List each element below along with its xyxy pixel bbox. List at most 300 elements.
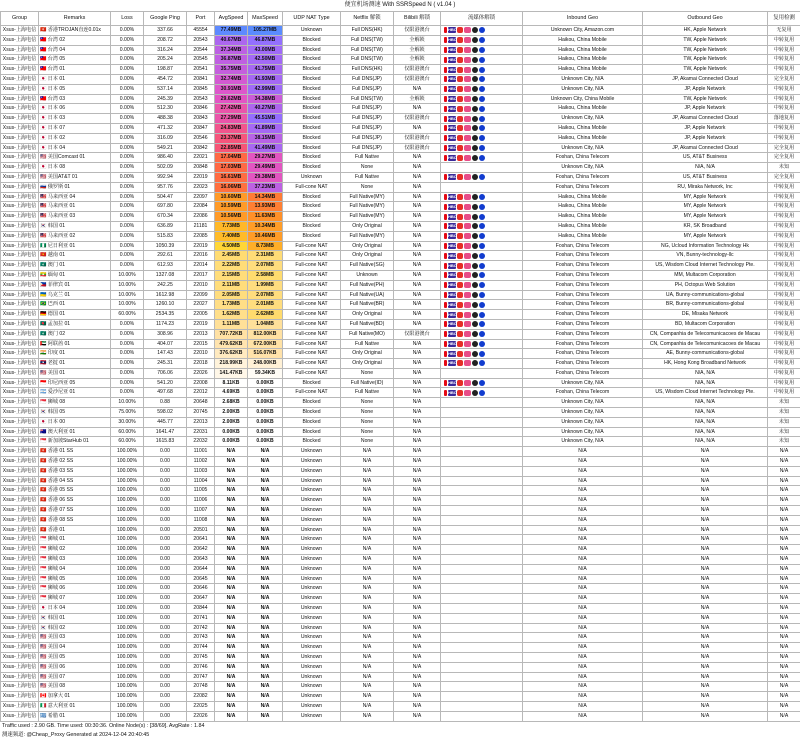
avgspeed-cell: 37.34MB (215, 45, 248, 55)
outbound-geo-cell: TW, Apple Network (643, 35, 768, 45)
ping-cell: 0.00 (144, 604, 187, 614)
remarks-cell: 🇭🇰 香港 02 SS (39, 457, 111, 467)
table-row (1, 349, 800, 359)
avgspeed-cell: N/A (215, 672, 248, 682)
reuse-cell: 中转复用 (768, 300, 800, 310)
disney-icon (479, 47, 485, 53)
inbound-geo-cell: Haikou, China Mobile (523, 55, 643, 65)
reuse-cell: N/A (768, 525, 800, 535)
port-cell: 45554 (187, 26, 215, 36)
outbound-geo-cell: N/A (643, 466, 768, 476)
maxspeed-cell: N/A (248, 574, 283, 584)
table-row (1, 662, 800, 672)
column-header: Bilibili 解锁 (394, 12, 441, 26)
ping-cell: 0.00 (144, 545, 187, 555)
nat-cell: Blocked (283, 221, 341, 231)
netflix-icon (444, 341, 447, 347)
table-row (1, 55, 800, 65)
outbound-geo-cell: N/A (643, 506, 768, 516)
remarks-cell: 🇩🇪 德国 01 (39, 310, 111, 320)
bahamut-icon (472, 125, 478, 131)
streaming-cell (441, 633, 523, 643)
reuse-cell: 未知 (768, 427, 800, 437)
netflix-cell: Full DNS(TW) (341, 94, 394, 104)
bilibili-cell: N/A (394, 682, 441, 692)
group-cell: Xsus-上海电信 (1, 711, 39, 721)
youtube-icon (457, 243, 463, 249)
streaming-cell (441, 359, 523, 369)
group-cell: Xsus-上海电信 (1, 515, 39, 525)
maxspeed-cell: N/A (248, 711, 283, 721)
ping-cell: 0.00 (144, 476, 187, 486)
reuse-cell: N/A (768, 711, 800, 721)
inbound-geo-cell: N/A (523, 574, 643, 584)
maxspeed-cell: 0.00KB (248, 378, 283, 388)
port-cell: 21181 (187, 221, 215, 231)
table-row (1, 623, 800, 633)
port-cell: 20841 (187, 74, 215, 84)
bilibili-cell: N/A (394, 457, 441, 467)
avgspeed-cell: 27.42MB (215, 104, 248, 114)
group-cell: Xsus-上海电信 (1, 682, 39, 692)
table-row (1, 525, 800, 535)
remarks-cell: 🇯🇵 日本 05 (39, 84, 111, 94)
bahamut-icon (472, 360, 478, 366)
hbo-icon: HBO (448, 321, 456, 327)
outbound-geo-cell: N/A, N/A (643, 427, 768, 437)
remarks-cell: 🇯🇵 日本 08 (39, 163, 111, 173)
loss-cell: 0.00% (111, 74, 144, 84)
maxspeed-cell: 41.75MB (248, 65, 283, 75)
netflix-cell: N/A (341, 466, 394, 476)
table-row (1, 261, 800, 271)
netflix-cell: Full Native(UA) (341, 290, 394, 300)
bilibili-cell: N/A (394, 447, 441, 457)
netflix-icon (444, 331, 447, 337)
inbound-geo-cell: N/A (523, 457, 643, 467)
table-row (1, 653, 800, 663)
avgspeed-cell: 17.03MB (215, 163, 248, 173)
ping-cell: 0.00 (144, 496, 187, 506)
pandora-icon (464, 331, 471, 337)
outbound-geo-cell: US, AT&T Business (643, 172, 768, 182)
youtube-icon (457, 360, 463, 366)
loss-cell: 100.00% (111, 545, 144, 555)
ping-cell: 1260.10 (144, 300, 187, 310)
remarks-cell: 🇭🇰 香港 05 SS (39, 486, 111, 496)
youtube-icon (457, 116, 463, 122)
report-title: 便宜机场测速 With SSRSpeed N ( v1.04 ) (0, 0, 800, 11)
outbound-geo-cell: N/A (643, 643, 768, 653)
maxspeed-cell: 46.87MB (248, 35, 283, 45)
hbo-icon: HBO (448, 233, 456, 239)
netflix-icon (444, 321, 447, 327)
ping-cell: 706.06 (144, 368, 187, 378)
outbound-geo-cell: N/A (643, 515, 768, 525)
maxspeed-cell: 41.93MB (248, 74, 283, 84)
inbound-geo-cell: Foshan, China Telecom (523, 388, 643, 398)
avgspeed-cell: 23.37MB (215, 133, 248, 143)
maxspeed-cell: N/A (248, 692, 283, 702)
netflix-cell: Full DNS(JP) (341, 104, 394, 114)
avgspeed-cell: 7.40MB (215, 231, 248, 241)
outbound-geo-cell: N/A, N/A (643, 398, 768, 408)
outbound-geo-cell: TW, Apple Network (643, 65, 768, 75)
inbound-geo-cell: Haikou, China Mobile (523, 65, 643, 75)
port-cell: 22032 (187, 437, 215, 447)
outbound-geo-cell: N/A (643, 584, 768, 594)
netflix-icon (444, 86, 447, 92)
avgspeed-cell: N/A (215, 692, 248, 702)
bahamut-icon (472, 174, 478, 180)
outbound-geo-cell: N/A (643, 486, 768, 496)
outbound-geo-cell: N/A (643, 662, 768, 672)
hbo-icon: HBO (448, 76, 456, 82)
port-cell: 22099 (187, 290, 215, 300)
netflix-cell: None (341, 368, 394, 378)
outbound-geo-cell: BD, Multacom Corporation (643, 319, 768, 329)
streaming-cell (441, 270, 523, 280)
maxspeed-cell: N/A (248, 457, 283, 467)
maxspeed-cell: 41.89MB (248, 123, 283, 133)
pandora-icon (464, 253, 471, 259)
port-cell: 20645 (187, 574, 215, 584)
pandora-icon (464, 351, 471, 357)
port-cell: 22017 (187, 270, 215, 280)
port-cell: 20544 (187, 45, 215, 55)
port-cell: 20842 (187, 143, 215, 153)
bilibili-cell: N/A (394, 525, 441, 535)
outbound-geo-cell: JP, Apple Network (643, 123, 768, 133)
streaming-cell (441, 55, 523, 65)
remarks-cell: 🇰🇷 韩国 01 (39, 221, 111, 231)
avgspeed-cell: N/A (215, 623, 248, 633)
table-row (1, 65, 800, 75)
netflix-icon (444, 116, 447, 122)
netflix-cell: Full DNS(JP) (341, 74, 394, 84)
inbound-geo-cell: N/A (523, 711, 643, 721)
netflix-icon (444, 37, 447, 43)
table-row (1, 280, 800, 290)
streaming-cell (441, 555, 523, 565)
pandora-icon (464, 145, 471, 151)
outbound-geo-cell: N/A (643, 701, 768, 711)
group-cell: Xsus-上海电信 (1, 623, 39, 633)
avgspeed-cell: N/A (215, 643, 248, 653)
netflix-cell: Only Original (341, 349, 394, 359)
nat-cell: Unknown (283, 662, 341, 672)
outbound-geo-cell: N/A (643, 633, 768, 643)
nat-cell: Blocked (283, 437, 341, 447)
streaming-cell (441, 447, 523, 457)
group-cell: Xsus-上海电信 (1, 486, 39, 496)
bilibili-cell: N/A (394, 574, 441, 584)
avgspeed-cell: 16.06MB (215, 182, 248, 192)
reuse-cell: N/A (768, 682, 800, 692)
netflix-cell: Full DNS(TW) (341, 55, 394, 65)
bilibili-cell: N/A (394, 349, 441, 359)
inbound-geo-cell: N/A (523, 604, 643, 614)
remarks-cell: 🇱🇦 老挝 01 (39, 359, 111, 369)
avgspeed-cell: 479.62KB (215, 339, 248, 349)
loss-cell: 0.00% (111, 35, 144, 45)
streaming-cell (441, 319, 523, 329)
bilibili-cell: 仅限港澳台 (394, 143, 441, 153)
outbound-geo-cell: MY, Apple Network (643, 231, 768, 241)
inbound-geo-cell: N/A (523, 466, 643, 476)
netflix-icon (444, 243, 447, 249)
streaming-cell (441, 84, 523, 94)
port-cell: 20546 (187, 133, 215, 143)
avgspeed-cell: N/A (215, 594, 248, 604)
inbound-geo-cell: Unknown City, N/A (523, 74, 643, 84)
maxspeed-cell: 2.07MB (248, 261, 283, 271)
hbo-icon: HBO (448, 204, 456, 210)
column-header: Google Ping (144, 12, 187, 26)
nat-cell: Blocked (283, 143, 341, 153)
port-cell: 20646 (187, 584, 215, 594)
inbound-geo-cell: Foshan, China Telecom (523, 270, 643, 280)
maxspeed-cell: N/A (248, 662, 283, 672)
bilibili-cell: N/A (394, 584, 441, 594)
bilibili-cell: N/A (394, 202, 441, 212)
ping-cell: 636.89 (144, 221, 187, 231)
remarks-cell: 🇲🇴 澳门 02 (39, 329, 111, 339)
avgspeed-cell: N/A (215, 584, 248, 594)
reuse-cell: 中转复用 (768, 192, 800, 202)
group-cell: Xsus-上海电信 (1, 221, 39, 231)
loss-cell: 0.00% (111, 329, 144, 339)
youtube-icon (457, 312, 463, 318)
port-cell: 11004 (187, 476, 215, 486)
reuse-cell: 中转复用 (768, 182, 800, 192)
reuse-cell: 中转复用 (768, 123, 800, 133)
outbound-geo-cell: N/A (643, 555, 768, 565)
ping-cell: 488.38 (144, 114, 187, 124)
inbound-geo-cell: Foshan, China Telecom (523, 319, 643, 329)
pandora-icon (464, 312, 471, 318)
remarks-cell: 🇸🇬 狮城 08 (39, 398, 111, 408)
outbound-geo-cell: N/A, N/A (643, 368, 768, 378)
reuse-cell: 中转复用 (768, 378, 800, 388)
nat-cell: Unknown (283, 584, 341, 594)
inbound-geo-cell: Foshan, China Telecom (523, 153, 643, 163)
maxspeed-cell: N/A (248, 682, 283, 692)
port-cell: 20543 (187, 94, 215, 104)
avgspeed-cell: N/A (215, 535, 248, 545)
port-cell: 22014 (187, 261, 215, 271)
remarks-cell: 🇰🇷 韩国 01 (39, 613, 111, 623)
bahamut-icon (472, 331, 478, 337)
footer-generated: 测速频道: @Cheap_Proxy Generated at 2024-12-04 20:40:45 (0, 731, 800, 740)
loss-cell: 100.00% (111, 564, 144, 574)
maxspeed-cell: N/A (248, 476, 283, 486)
group-cell: Xsus-上海电信 (1, 398, 39, 408)
port-cell: 20848 (187, 163, 215, 173)
bilibili-cell: N/A (394, 701, 441, 711)
nat-cell: Full-cone NAT (283, 251, 341, 261)
maxspeed-cell: N/A (248, 506, 283, 516)
maxspeed-cell: N/A (248, 564, 283, 574)
group-cell: Xsus-上海电信 (1, 251, 39, 261)
ping-cell: 986.40 (144, 153, 187, 163)
disney-icon (479, 312, 485, 318)
maxspeed-cell: 516.07KB (248, 349, 283, 359)
outbound-geo-cell: JP, Akamai Connected Cloud (643, 143, 768, 153)
group-cell: Xsus-上海电信 (1, 535, 39, 545)
bilibili-cell: N/A (394, 564, 441, 574)
maxspeed-cell: 40.27MB (248, 104, 283, 114)
reuse-cell: 未知 (768, 408, 800, 418)
streaming-cell (441, 476, 523, 486)
netflix-icon (444, 302, 447, 308)
hbo-icon: HBO (448, 272, 456, 278)
pandora-icon (464, 243, 471, 249)
loss-cell: 0.00% (111, 26, 144, 36)
loss-cell: 100.00% (111, 466, 144, 476)
loss-cell: 100.00% (111, 692, 144, 702)
remarks-cell: 🇰🇷 韩国 05 (39, 408, 111, 418)
loss-cell: 10.00% (111, 280, 144, 290)
hbo-icon: HBO (448, 351, 456, 357)
hbo-icon: HBO (448, 106, 456, 112)
bahamut-icon (472, 76, 478, 82)
reuse-cell: 完全复用 (768, 153, 800, 163)
ping-cell: 471.32 (144, 123, 187, 133)
inbound-geo-cell: N/A (523, 584, 643, 594)
remarks-cell: 🇺🇸 美国 07 (39, 672, 111, 682)
inbound-geo-cell: Unknown City, N/A (523, 114, 643, 124)
port-cell: 22015 (187, 339, 215, 349)
outbound-geo-cell: N/A (643, 623, 768, 633)
ping-cell: 515.83 (144, 231, 187, 241)
pandora-icon (464, 302, 471, 308)
maxspeed-cell: N/A (248, 613, 283, 623)
ping-cell: 0.00 (144, 623, 187, 633)
reuse-cell: N/A (768, 643, 800, 653)
streaming-cell (441, 574, 523, 584)
maxspeed-cell: 812.00KB (248, 329, 283, 339)
youtube-icon (457, 331, 463, 337)
streaming-cell (441, 388, 523, 398)
netflix-cell: Full Native(BR) (341, 300, 394, 310)
loss-cell: 100.00% (111, 594, 144, 604)
avgspeed-cell: 10.56MB (215, 212, 248, 222)
table-row (1, 270, 800, 280)
inbound-geo-cell: Foshan, China Telecom (523, 339, 643, 349)
outbound-geo-cell: N/A (643, 672, 768, 682)
nat-cell: Unknown (283, 692, 341, 702)
pandora-icon (464, 321, 471, 327)
loss-cell: 100.00% (111, 574, 144, 584)
avgspeed-cell: N/A (215, 701, 248, 711)
table-row (1, 368, 800, 378)
nat-cell: Blocked (283, 84, 341, 94)
table-row (1, 114, 800, 124)
table-row (1, 594, 800, 604)
hbo-icon: HBO (448, 341, 456, 347)
netflix-cell: None (341, 163, 394, 173)
streaming-cell (441, 241, 523, 251)
streaming-cell (441, 398, 523, 408)
loss-cell: 0.00% (111, 349, 144, 359)
remarks-cell: 🇷🇺 俄罗斯 01 (39, 182, 111, 192)
pandora-icon (464, 174, 471, 180)
loss-cell: 100.00% (111, 701, 144, 711)
inbound-geo-cell: Foshan, China Telecom (523, 241, 643, 251)
netflix-cell: None (341, 417, 394, 427)
avgspeed-cell: 2.00KB (215, 408, 248, 418)
table-row (1, 290, 800, 300)
reuse-cell: 未知 (768, 398, 800, 408)
maxspeed-cell: 11.63MB (248, 212, 283, 222)
bahamut-icon (472, 302, 478, 308)
netflix-cell: N/A (341, 535, 394, 545)
loss-cell: 100.00% (111, 515, 144, 525)
ping-cell: 316.24 (144, 45, 187, 55)
ping-cell: 292.61 (144, 251, 187, 261)
maxspeed-cell: 105.27MB (248, 26, 283, 36)
outbound-geo-cell: RU, Miraka Network, Inc (643, 182, 768, 192)
pandora-icon (464, 204, 471, 210)
outbound-geo-cell: BR, Bunny-communications-global (643, 300, 768, 310)
table-row (1, 496, 800, 506)
remarks-cell: 🇸🇬 狮城 04 (39, 564, 111, 574)
nat-cell: Blocked (283, 114, 341, 124)
ping-cell: 549.21 (144, 143, 187, 153)
column-header: 复用检测 (768, 12, 800, 26)
netflix-icon (444, 390, 447, 396)
reuse-cell: 中转复用 (768, 388, 800, 398)
table-row (1, 555, 800, 565)
ping-cell: 0.00 (144, 633, 187, 643)
outbound-geo-cell: N/A, N/A (643, 417, 768, 427)
group-cell: Xsus-上海电信 (1, 319, 39, 329)
streaming-cell (441, 94, 523, 104)
inbound-geo-cell: N/A (523, 692, 643, 702)
group-cell: Xsus-上海电信 (1, 300, 39, 310)
ping-cell: 0.00 (144, 525, 187, 535)
table-row (1, 466, 800, 476)
maxspeed-cell: 1.99MB (248, 280, 283, 290)
avgspeed-cell: N/A (215, 604, 248, 614)
nat-cell: Unknown (283, 604, 341, 614)
group-cell: Xsus-上海电信 (1, 584, 39, 594)
avgspeed-cell: N/A (215, 515, 248, 525)
pandora-icon (464, 116, 471, 122)
loss-cell: 100.00% (111, 662, 144, 672)
table-row (1, 339, 800, 349)
streaming-cell (441, 280, 523, 290)
reuse-cell: 中转复用 (768, 221, 800, 231)
nat-cell: Full-cone NAT (283, 339, 341, 349)
youtube-icon (457, 341, 463, 347)
netflix-cell: Full DNS(HK) (341, 26, 394, 36)
bilibili-cell: N/A (394, 192, 441, 202)
netflix-cell: Full DNS(JP) (341, 84, 394, 94)
nat-cell: Unknown (283, 457, 341, 467)
group-cell: Xsus-上海电信 (1, 261, 39, 271)
netflix-icon (444, 282, 447, 288)
group-cell: Xsus-上海电信 (1, 672, 39, 682)
nat-cell: Full-cone NAT (283, 310, 341, 320)
ping-cell: 337.66 (144, 26, 187, 36)
netflix-cell: N/A (341, 476, 394, 486)
inbound-geo-cell: Unknown City, N/A (523, 143, 643, 153)
nat-cell: Unknown (283, 466, 341, 476)
maxspeed-cell: 41.49MB (248, 143, 283, 153)
port-cell: 20745 (187, 408, 215, 418)
